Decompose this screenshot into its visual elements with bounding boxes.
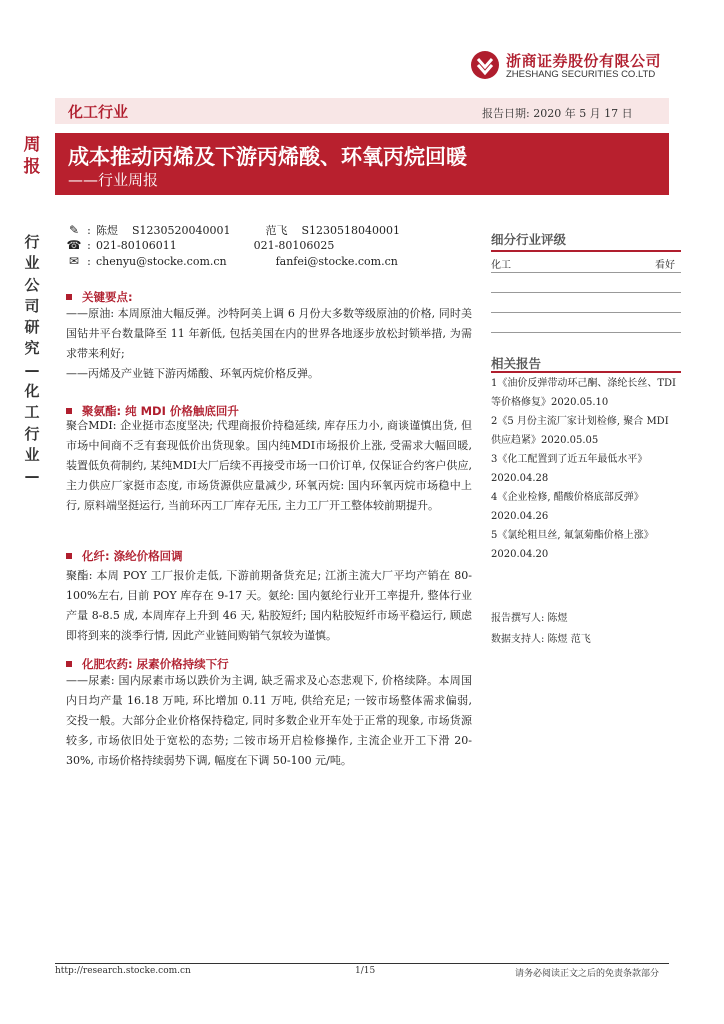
- analyst-emails: chenyu@stocke.com.cn fanfei@stocke.com.cn: [96, 255, 398, 268]
- divider: [491, 312, 681, 313]
- mail-icon: ✉: [68, 254, 80, 268]
- analyst-phones: 021-80106011 021-80106025: [96, 239, 335, 252]
- related-report-item[interactable]: 3《化工配置到了近五年最低水平》 2020.04.28: [491, 454, 648, 484]
- industry-label: 化工行业: [68, 103, 129, 121]
- related-report-item[interactable]: 4《企业检修, 醋酸价格底部反弹》 2020.04.26: [491, 492, 644, 522]
- section-heading: 化肥农药: 尿素价格持续下行: [66, 653, 229, 671]
- related-report-item[interactable]: 2《5 月份主流厂家计划检修, 聚合 MDI 供应趋紧》2020.05.05: [491, 416, 669, 446]
- company-name-cn: 浙商证券股份有限公司: [506, 52, 662, 70]
- contact-names-row: ✎ : 陈煜 S1230520040001 范飞 S1230518040001: [66, 222, 400, 238]
- related-report-item[interactable]: 5《氯纶粗旦丝, 氟氯菊酯价格上涨》 2020.04.20: [491, 530, 654, 560]
- phone-icon: ☎: [66, 238, 82, 252]
- report-title: 成本推动丙烯及下游丙烯酸、环氧丙烷回暖: [68, 145, 467, 169]
- bullet-square-icon: [66, 661, 72, 667]
- related-rule: [491, 371, 681, 373]
- section-body: ——原油: 本周原油大幅反弹。沙特阿美上调 6 月份大多数等级原油的价格, 同时美国钻井平台数量降至 11 年新低, 包括美国在内的世界各地逐步放松封锁举措, 为需求带来利好; ——丙烯及产业链下游丙烯酸、环氧丙烷价格反弹。: [66, 307, 472, 380]
- divider: [491, 292, 681, 293]
- rating-rule: [491, 250, 681, 252]
- footer-disclaimer: 请务必阅读正文之后的免责条款部分: [515, 969, 660, 979]
- section-body: 聚酯: 本周 POY 工厂报价走低, 下游前期备货充足; 江浙主流大厂平均产销在 80-100%左右, 目前 POY 库存在 9-17 天。氨纶: 国内氨纶行业开工率提升, 整体行业产量 8-8.5 成, 本周库存上升到 46 天, 粘胶短纤; 国内粘胶短纤市场平稳运行, 顾虑即将到来的淡季行情, 因此产业链间购销气氛较为谨慎。: [66, 569, 472, 642]
- data-support: 数据支持人: 陈煜 范飞: [491, 634, 591, 645]
- vertical-weekly-label: 周报: [23, 135, 41, 177]
- footer-rule: [55, 963, 669, 964]
- bullet-square-icon: [66, 294, 72, 300]
- report-subtitle: ——行业周报: [68, 171, 159, 189]
- section-heading: 聚氨酯: 纯 MDI 价格触底回升: [66, 400, 239, 418]
- bullet-square-icon: [66, 553, 72, 559]
- section-body: 聚合MDI: 企业挺市态度坚决; 代理商报价持稳延续, 库存压力小, 商谈谨慎出货, 但市场中间商不乏有套现低价出货现象。国内纯MDI市场报价上涨, 受需求大幅回暖, 装置低负荷制约, 某纯MDI大厂后续不再接受市场一口价订单, 仅保证合约客户供应, 主力供应厂家挺市态度, 市场货源供应量减少, 环氧丙烷: 国内环氧丙烷市场稳中上行, 原料端坚挺运行, 当前环丙工厂库存无压, 主力工厂开工整体较前期提升。: [66, 419, 472, 512]
- company-name-en: ZHESHANG SECURITIES CO.LTD: [506, 69, 656, 80]
- analyst-names: 陈煜 S1230520040001 范飞 S1230518040001: [96, 224, 400, 237]
- rating-value: 看好: [655, 260, 675, 271]
- rating-industry: 化工: [491, 260, 511, 271]
- company-logo-icon: [470, 50, 500, 80]
- page-number: 1/15: [355, 966, 376, 976]
- divider: [491, 332, 681, 333]
- divider: [491, 272, 681, 273]
- related-report-item[interactable]: 1《油价反弹带动环己酮、涤纶长丝、TDI 等价格修复》2020.05.10: [491, 378, 676, 408]
- vertical-category-label: 行业公司研究—化工行业—: [24, 233, 40, 486]
- rating-title: 细分行业评级: [491, 232, 567, 247]
- section-heading: 化纤: 涤纶价格回调: [66, 545, 183, 563]
- footer-url-link[interactable]: http://research.stocke.com.cn: [55, 966, 191, 976]
- contact-emails-row: ✉ : chenyu@stocke.com.cn fanfei@stocke.com.cn: [66, 254, 398, 270]
- section-heading: 关键要点:: [66, 286, 133, 304]
- related-reports-title: 相关报告: [491, 356, 542, 371]
- pen-icon: ✎: [68, 223, 80, 237]
- report-date: 报告日期: 2020 年 5 月 17 日: [482, 107, 633, 120]
- report-writer: 报告撰写人: 陈煜: [491, 613, 568, 624]
- bullet-square-icon: [66, 408, 72, 414]
- section-body: ——尿素: 国内尿素市场以跌价为主调, 缺乏需求及心态悲观下, 价格续降。本周国内日均产量 16.18 万吨, 环比增加 0.11 万吨, 供给充足; 一铵市场整体需求偏弱, 交投一般。大部分企业价格保持稳定, 同时多数企业开车处于正常的现象, 市场货源较多, 市场依旧处于宽松的态势; 二铵市场开启检修操作, 主流企业开工下滑 20-30%, 市场价格持续弱势下调, 幅度在下调 50-100 元/吨。: [66, 674, 472, 767]
- contact-phones-row: ☎ : 021-80106011 021-80106025: [66, 238, 335, 252]
